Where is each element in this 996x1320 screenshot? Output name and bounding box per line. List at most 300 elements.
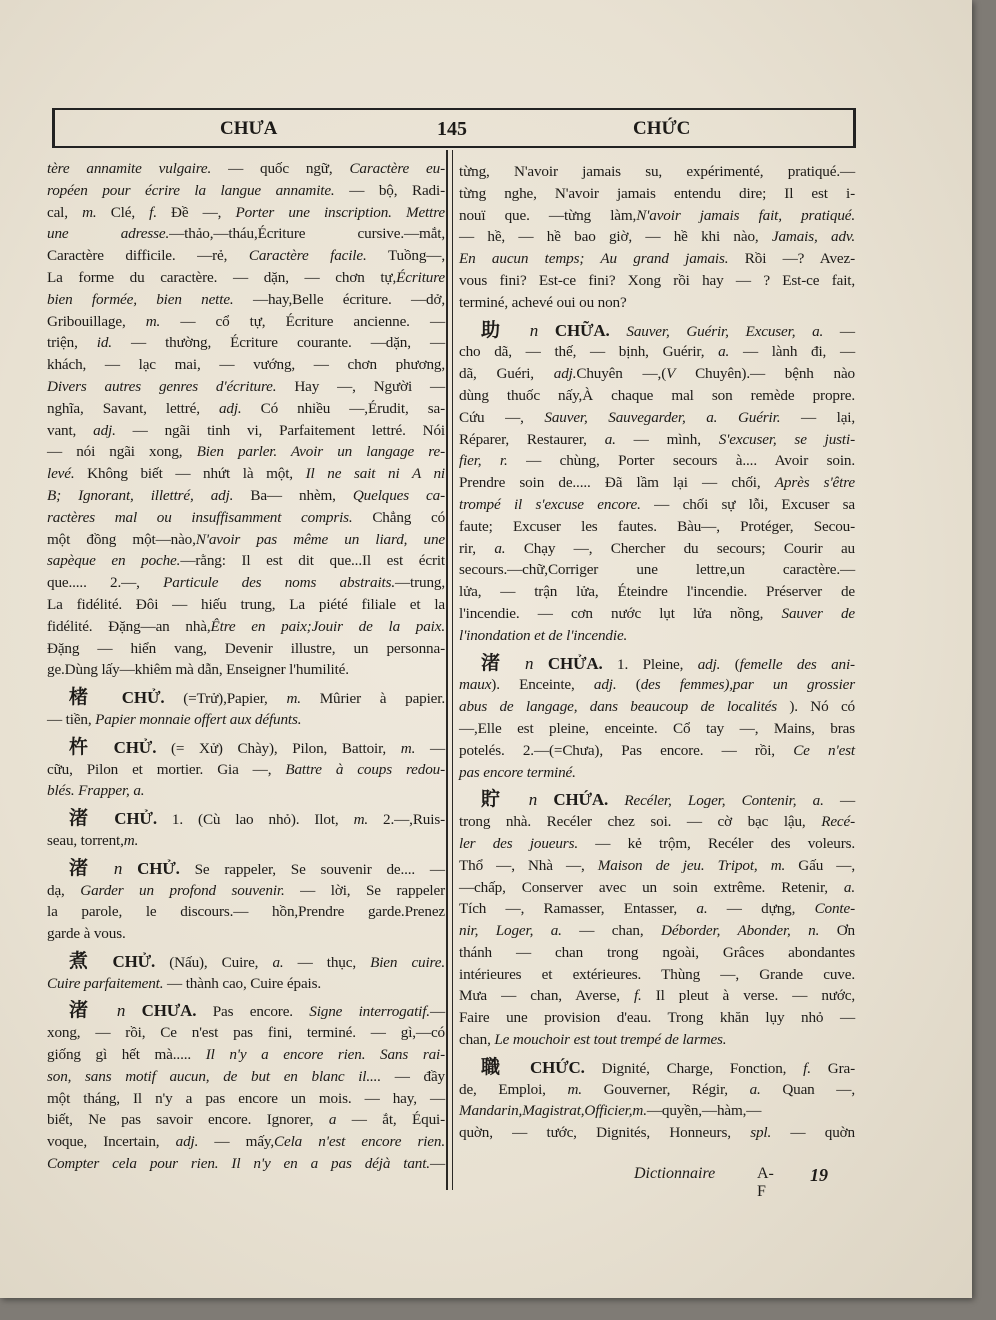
italic-text: sapèque en poche. [47,552,181,570]
text-line [459,292,855,314]
roman-text: từng nghe, N'avoir jamais entendu dire; Il est i- [459,184,855,202]
roman-text: — lành đi, — [729,343,855,361]
italic-text: Porter une inscription. Mettre [235,203,445,221]
roman-text: — bộ, Radi- [334,181,445,199]
text-line [47,901,445,923]
roman-text: ( [616,676,641,694]
roman-text: Cứu —, [459,408,545,426]
italic-text: V [666,365,676,383]
italic-text: m. [82,203,97,221]
chinese-character: 職 [481,1055,514,1078]
italic-text: Le mouchoir est tout trempé de larmes. [494,1031,727,1049]
roman-text: xong, — rồi, Ce n'est pas fini, terminé. — gì,—có [47,1024,445,1042]
entry-headword-line [459,653,855,675]
italic-text: adj. [553,365,577,383]
text-line [459,898,855,920]
text-line [47,376,445,398]
text-line [47,659,445,681]
roman-text: La fidélité. Đôi — hiếu trung, La piété filiale et la [47,595,445,613]
text-line [459,407,855,429]
text-line [47,594,445,616]
italic-text: Sauver, Sauvegarder, a. Guérir. [544,408,781,426]
italic-text: adj. [175,1133,199,1151]
italic-text: adj. [593,676,617,694]
roman-text: —rằng: Il est dit que...Il est écrit [180,552,445,570]
italic-text: m. [145,312,161,330]
text-line [459,920,855,942]
roman-text: — kẻ trộm, Recéler des voleurs. [577,834,856,852]
roman-text: Mûrier à papier. [300,690,445,708]
italic-text: Conte- [814,900,855,918]
text-line [47,616,445,638]
italic-text: l'inondation et de l'incendie. [459,626,628,644]
italic-text: Il ne sait ni A ni [305,465,446,483]
italic-text: adj. [697,655,721,673]
headword: CHỨA. [553,790,609,810]
text-line [47,463,445,485]
roman-text: Đề —, [156,203,236,221]
text-line [459,942,855,964]
text-line [47,759,445,781]
roman-text: seau, torrent, [47,831,124,849]
roman-text: — [823,322,855,340]
roman-text: faute; Excuser les fautes. Bàu—, Protéger, Secou- [459,517,855,535]
roman-text: — tiền, [47,710,96,728]
roman-text: — ắt, Équi- [336,1111,445,1129]
chinese-character: 楮 [69,686,103,709]
text-line [47,354,445,376]
roman-text: Ba— nhèm, [233,486,353,504]
roman-text: 1. (Cù lao nhỏ). Ilot, [156,811,354,829]
roman-text: — ngãi tinh vi, Parfaitement lettré. Nói [115,421,446,439]
chinese-character: 貯 [481,788,513,811]
chinese-character: 杵 [69,735,99,758]
roman-text: vant, [47,421,94,439]
italic-text: N'avoir pas même un liard, une [195,530,446,548]
text-line [47,1109,445,1131]
italic-text: Caractère facile. [248,247,367,265]
roman-text: Tuồng—, [366,247,445,265]
roman-text: Tích —, Ramasser, Entasser, [459,900,697,918]
text-line [47,485,445,507]
roman-text: Faire une provision d'eau. Trong khăn lụy nhỏ — [459,1009,855,1027]
text-line [459,472,855,494]
italic-text: a. [843,878,855,896]
italic-text: Bien cuire. [370,953,445,971]
roman-text: Chẳng có [352,508,446,526]
roman-text: 2.—,Ruis- [368,811,445,829]
italic-text: fier, r. [459,452,508,470]
text-line [47,973,445,995]
roman-text: dùng thuốc nấy,À chaque mal son remède propre. [459,386,855,404]
italic-text: Recé- [821,813,855,831]
roman-text: quờn, — tước, Dignités, Honneurs, [459,1124,751,1142]
italic-text: Recéler, Loger, Contenir, a. [624,792,824,810]
roman-text: lửa, — trận lửa, Éteindre l'incendie. Préserver de [459,583,855,601]
roman-text: secours.—chữ,Corriger une lettre,un caractère.— [459,561,855,579]
roman-text: giống gì hết mà..... [47,1046,206,1064]
chinese-character: 渚 [69,807,100,830]
italic-text: femelle des ani- [739,655,855,673]
roman-text: — [823,792,856,810]
italic-text: Ce n'est [793,741,855,759]
roman-text: —trung, [395,574,445,592]
italic-text: Compter cela pour rien. Il n'y en a pas déjà tant. [47,1155,430,1173]
roman-text: — chối sự lỗi, Excuser sa [640,495,855,513]
text-line [47,638,445,660]
italic-text: Bien parler. Avoir un langage re- [196,443,445,461]
roman-text: Gấu —, [785,856,855,874]
roman-text: — [415,739,445,757]
roman-text: cữu, Pilon et mortier. Gia —, [47,760,286,778]
roman-text: Gra- [810,1059,855,1077]
italic-text: ler des joueurs. [459,834,578,852]
entry-headword-line [47,808,445,830]
text-line [47,441,445,463]
italic-text: a. [272,953,284,971]
italic-text: S'excuser, se justi- [718,430,855,448]
text-line [47,332,445,354]
italic-text: adj. [218,399,242,417]
roman-text [608,792,624,809]
text-line [47,1044,445,1066]
roman-text: — nói ngãi xong, [47,443,197,461]
roman-text: Quan —, [760,1080,855,1098]
footer-sheet-number: 19 [810,1165,828,1185]
text-line [47,923,445,945]
italic-text: Caractère eu- [349,160,445,177]
text-line [459,696,855,718]
roman-text: Prendre soin de..... Đã lầm lại — chối, [459,474,775,492]
roman-text: — mấy, [198,1133,275,1151]
roman-text: — [429,1003,445,1021]
text-line [459,429,855,451]
italic-text: des femmes),par un grossier [640,676,855,694]
chinese-character: 渚 [69,999,101,1022]
text-line [47,311,445,333]
headword: CHỬ. [113,737,157,757]
roman-text: garde à vous. [47,925,126,943]
text-line [47,180,445,202]
italic-text: Être en paix;Jouir de la paix. [210,617,445,635]
text-line [47,830,445,852]
italic-text: bien formée, bien nette. [47,290,234,308]
roman-text: fidélité. Đặng—an nhà, [47,617,211,635]
italic-text: N'avoir jamais fait, pratiqué. [636,206,855,224]
italic-text: a. [749,1080,761,1098]
roman-text: một đồng một—nào, [47,530,196,548]
italic-text: Garder un profond souvenir. [80,881,285,899]
text-line [459,1079,855,1101]
column-divider [446,150,448,1190]
headword: CHƯA. [141,1001,197,1021]
italic-text: Sauver, Guérir, Excuser, a. [626,322,824,340]
italic-text: a [328,1111,337,1129]
italic-text: Battre à coups redou- [285,760,445,778]
roman-text: — thành cao, Cuire épais. [163,974,322,992]
text-line [459,205,855,227]
roman-text: ). Nó có [777,698,855,716]
roman-text: —quyền,—hàm,— [646,1102,762,1120]
roman-text: Pas encore. [196,1003,310,1021]
running-header [52,108,856,148]
text-line [459,762,855,784]
headword: CHỬA. [547,653,603,673]
roman-text: potelés. 2.—(=Chưa), Pas encore. — rồi, [459,741,794,759]
italic-text: Il n'y a encore rien. Sans rai- [205,1046,446,1064]
italic-text: Divers autres genres d'écriture. [47,377,277,395]
entry-headword-line [459,1057,855,1079]
roman-text: — thường, Écriture courante. —dặn, — [111,334,445,352]
roman-text: Se rappeler, Se souvenir de.... — [179,860,445,878]
roman-text: Chuyên).— bệnh nào [675,365,856,383]
italic-text: Papier monnaie offert aux défunts. [95,710,302,728]
text-line [47,289,445,311]
italic-text: nir, Loger, a. [459,922,562,940]
chinese-character: 助 [481,318,513,341]
nom-marker: n [529,320,539,340]
roman-text: que..... 2.—, [47,574,164,592]
italic-text: son, sans motif aucun, de but en blanc il.... [47,1067,381,1085]
text-line [459,538,855,560]
text-line [459,877,855,899]
italic-text: abus de langage, dans beaucoup de localités [459,698,777,716]
roman-text: intérieures et extérieures. Thùng —, Grande cuve. [459,965,855,983]
roman-text: — cổ tự, Écriture ancienne. — [160,312,445,330]
italic-text: tère annamite vulgaire. [47,160,212,177]
roman-text: rir, [459,539,495,557]
roman-text: — thục, [283,953,371,971]
roman-text: 1. Pleine, [602,655,698,673]
italic-text: f. [803,1059,811,1077]
headword: CHỬ. [137,858,180,878]
text-line [459,248,855,270]
text-line [459,855,855,877]
roman-text: Gouverner, Régir, [581,1080,750,1098]
text-line [459,833,855,855]
page-number: 145 [437,118,467,140]
italic-text: id. [96,334,112,352]
roman-text: khách, — lạc mai, — vướng, — chơn phương, [47,356,445,374]
roman-text: thánh — chan trong ngoài, Grâces abondantes [459,943,855,961]
text-line [47,572,445,594]
roman-text: trong nhà. Recéler chez soi. — cờ bạc lậu, [459,813,822,831]
text-line [47,202,445,224]
roman-text: dã, Guéri, [459,365,554,383]
text-line [459,1100,855,1122]
text-line [459,516,855,538]
roman-text: la parole, le discours.— hồn,Prendre garde.Prenez [47,903,445,921]
roman-text: — hề, — hề bao giờ, — hề khi nào, [459,228,772,246]
italic-text: m. [400,739,416,757]
italic-text: m. [123,831,139,849]
text-line [47,158,445,180]
italic-text: m. [567,1080,582,1098]
nom-marker: n [116,1001,126,1021]
entry-headword-line [47,687,445,709]
footer-section: A-F [757,1165,774,1200]
roman-text: ge.Dùng lấy—khiêm mà dẫn, Enseigner l'humilité. [47,661,349,679]
chinese-character: 渚 [69,856,100,879]
roman-text: —thảo,—tháu,Écriture cursive.—mắt, [169,225,445,243]
text-line [459,161,855,183]
roman-text: Có nhiều —,Érudit, sa- [241,399,446,417]
text-line [47,245,445,267]
roman-text: — đầy [380,1067,445,1085]
italic-text: Écriture [396,268,445,286]
italic-text: maux [459,676,492,694]
roman-text: Rồi —? Avez- [728,250,855,268]
text-line [459,363,855,385]
italic-text: a. [718,343,730,361]
roman-text: Réparer, Restaurer, [459,430,605,448]
entry-headword-line [47,1000,445,1022]
text-line [47,550,445,572]
text-line [47,420,445,442]
chinese-character: 煮 [69,949,99,972]
roman-text: Chạy —, Chercher du secours; Courir au [505,539,855,557]
entry-headword-line [47,951,445,973]
text-line [459,964,855,986]
roman-text: — chùng, Porter secours à.... Avoir soin. [507,452,855,470]
text-line [47,398,445,420]
italic-text: En aucun temps; Au grand jamais. [459,250,729,268]
text-line [459,183,855,205]
headword: CHỮA. [554,320,610,340]
italic-text: Déborder, Abonder, n. [661,922,820,940]
right-column [459,161,855,1144]
roman-text: dạ, [47,881,81,899]
roman-text: Không biết — nhứt là một, [74,465,306,483]
text-line [459,385,855,407]
roman-text: — mình, [615,430,719,448]
italic-text: ractères mal ou insuffisamment compris. [47,508,353,526]
text-line [47,529,445,551]
text-line [459,1122,855,1144]
roman-text: La forme du caractère. — dặn, — chơn tự, [47,268,397,286]
roman-text: — chan, [561,922,661,940]
text-line [459,450,855,472]
text-line [47,780,445,802]
roman-text: Thổ —, Nhà —, [459,856,598,874]
roman-text: cal, [47,203,83,221]
roman-text: Il pleut à verse. — nước, [641,987,855,1005]
italic-text: Sauver de [781,604,855,622]
roman-text: cho dã, — thế, — bịnh, Guérir, [459,343,719,361]
roman-text: Mưa — chan, Averse, [459,987,634,1005]
roman-text: Gribouillage, [47,312,146,330]
roman-text: Ơn [819,922,855,940]
italic-text: f. [149,203,157,221]
roman-text: Caractère difficile. —rẻ, [47,247,249,265]
roman-text: biết, Ne pas savoir encore. Ignorer, [47,1111,329,1129]
roman-text: một tháng, Il n'y a pas encore un mois. — hay, — [47,1089,445,1107]
text-line [459,603,855,625]
roman-text: — quốc ngữ, [211,160,350,177]
text-line [459,341,855,363]
roman-text: — dựng, [707,900,815,918]
roman-text: voque, Incertain, [47,1133,176,1151]
text-line [459,625,855,647]
roman-text: Hay —, Người — [276,377,445,395]
text-line [47,1066,445,1088]
italic-text: Maison de jeu. Tripot, m. [597,856,786,874]
italic-text: a. [604,430,616,448]
text-line [459,718,855,740]
column-divider-inner [452,150,453,1190]
text-line [459,985,855,1007]
roman-text: (=Trử),Papier, [164,690,287,708]
text-line [47,1131,445,1153]
text-line [459,811,855,833]
italic-text: trompé il s'excuse encore. [459,495,641,513]
entry-headword-line [47,858,445,880]
headword: CHỬ. [121,688,165,708]
text-line [47,880,445,902]
roman-text: (= Xử) Chày), Pilon, Battoir, [156,739,401,757]
roman-text: Chuyên —,( [576,365,667,383]
italic-text: Après s'être [774,474,855,492]
roman-text: —chấp, Conserver avec un soin extrême. Retenir, [459,878,844,896]
italic-text: a. [494,539,506,557]
roman-text: —,Elle est pleine, enceinte. Cổ tay —, Mains, bras [459,719,855,737]
text-line [47,267,445,289]
italic-text: Particule des noms abstraits. [163,574,395,592]
roman-text: de, Emploi, [459,1080,568,1098]
italic-text: Cuire parfaitement. [47,974,164,992]
entry-headword-line [459,320,855,342]
roman-text: (Nấu), Cuire, [155,953,273,971]
text-line [459,1007,855,1029]
italic-text: B; Ignorant, illettré, adj. [47,486,234,504]
italic-text: spl. [750,1124,772,1142]
roman-text: —hay,Belle écriture. —dở, [233,290,445,308]
italic-text: Quelques ca- [352,486,445,504]
roman-text: ). Enceinte, [491,676,594,694]
roman-text: ( [720,655,740,673]
text-line [47,709,445,731]
italic-text: m. [353,811,369,829]
roman-text: Dignité, Charge, Fonction, [584,1059,804,1077]
roman-text: l'incendie. — cơn nước lụt lửa nồng, [459,604,782,622]
headword: CHỬ. [114,809,157,829]
italic-text: Mandarin,Magistrat,Officier,m. [459,1102,647,1120]
italic-text: Cela n'est encore rien. [274,1133,445,1151]
text-line [459,226,855,248]
text-line [459,674,855,696]
italic-text: levé. [47,465,75,483]
roman-text: chan, [459,1031,495,1049]
text-line [459,581,855,603]
italic-text: f. [633,987,642,1005]
headword: CHỨC. [529,1057,585,1077]
italic-text: m. [286,690,301,708]
left-column [47,158,445,1175]
roman-text [610,323,627,340]
nom-marker: n [525,653,534,673]
roman-text: từng, N'avoir jamais su, expérimenté, pratiqué.— [459,163,855,180]
roman-text: Clé, [96,203,150,221]
roman-text: vous fini? Est-ce fini? Xong rồi hay — ? Est-ce fait, [459,271,855,289]
headword: CHỬ. [112,951,156,971]
roman-text: — quờn [771,1124,855,1142]
text-line [459,494,855,516]
header-left-word: CHƯA [220,118,278,139]
italic-text: ropéen pour écrire la langue annamite. [47,181,335,199]
text-line [459,740,855,762]
entry-headword-line [459,789,855,811]
italic-text: Signe interrogatif. [309,1003,430,1021]
